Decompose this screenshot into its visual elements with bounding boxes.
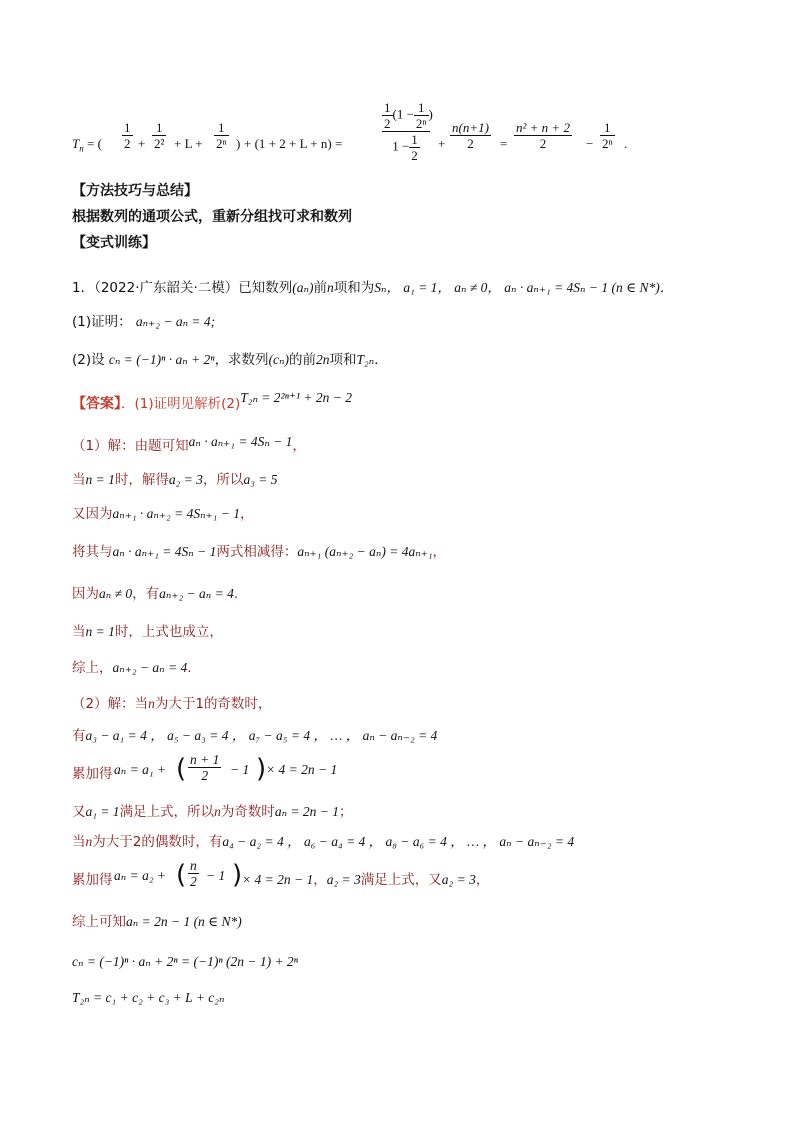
sol-l11-expr2: aₙ = 2n − 1 [274, 804, 340, 819]
sol-line-15 [72, 954, 734, 970]
sol-l5-b: ，有 [132, 586, 160, 602]
part2-expr: cₙ = (−1)ⁿ · aₙ + 2ⁿ [108, 352, 215, 367]
frac-nested-inner-2n [414, 100, 429, 131]
sol-l11-c: 为奇数时 [220, 804, 275, 820]
problem-n: n [327, 280, 334, 295]
sol-l2-a: 当 [72, 472, 86, 488]
formula-plus-2: + [438, 136, 446, 151]
sol-line-11 [72, 800, 734, 820]
sol-l6-a: 当 [72, 624, 86, 640]
heading-method: 【方法技巧与总结】 [72, 183, 198, 199]
sol-l12-expr: a₄ − a₂ = 4 ， a₆ − a₄ = 4 ， a₈ − a₆ = 4 ， … ， aₙ − aₙ₋₂ = 4 [222, 834, 575, 849]
sol-l13-expr2: a₂ = 3 [326, 872, 361, 887]
sol-l8-a: （2）解：当 [72, 696, 149, 712]
sol-l2-expr2: a₂ = 3 [168, 472, 203, 487]
sol-l2-expr3: a₃ = 5 [243, 472, 278, 487]
sol-l1-end: ， [292, 438, 306, 454]
sol-l12-b: 为大于 [92, 834, 133, 850]
sol-l11-end: ； [339, 804, 353, 820]
frac-result [514, 120, 572, 151]
sol-line-8 [72, 692, 734, 712]
frac-result-num: n² + n + 2 [516, 120, 570, 135]
part1-label: (1)证明： [72, 314, 132, 330]
sol-line-4 [72, 540, 734, 560]
sol-l4-a: 将其与 [72, 544, 113, 560]
sol-l7-end: . [187, 660, 192, 676]
sol-l5-end: . [233, 586, 239, 602]
sol-l12-two: 2 [132, 834, 142, 850]
sol-l11-a: 又 [72, 804, 86, 820]
sol-l11-n: n [214, 804, 221, 819]
part2-text: ，求数列 [214, 352, 269, 368]
sol-l1-expr: aₙ · aₙ₊₁ = 4Sₙ − 1 [188, 434, 293, 449]
formula-part1: = ( [86, 136, 102, 151]
frac-2n-num: 1 [214, 120, 229, 136]
sol-l13-end: ， [475, 872, 490, 888]
sol-l16-expr: T₂ₙ = c₁ + c₂ + c₃ + L + c₂ₙ [72, 990, 225, 1005]
sol-l13-a: 累加得 [72, 872, 113, 888]
sol-l5-expr: aₙ ≠ 0 [99, 586, 133, 601]
part2-cn: (cₙ) [268, 352, 290, 367]
sol-l2-expr: n = 1 [85, 472, 115, 487]
sol-line-3 [72, 502, 734, 522]
sol-l2-b: 时，解得 [114, 472, 169, 488]
frac-nested-den-half-den: 2 [411, 148, 418, 163]
problem-statement [72, 276, 734, 296]
frac-nested-inner-2n-den: 2ⁿ [415, 116, 427, 131]
sol-l14-a: 综上可知 [72, 914, 126, 930]
sol-l4-expr2: aₙ₊₁ (aₙ₊₂ − aₙ) = 4aₙ₊₁ [297, 544, 433, 559]
sol-l4-end: ， [432, 544, 447, 560]
sol-line-12 [72, 830, 734, 850]
sol-l10-a: 累加得 [72, 766, 113, 782]
sol-l13-b: ， [313, 872, 327, 888]
formula-lhs-sub: n [79, 143, 84, 154]
frac-nested-inner-half-num: 1 [384, 100, 391, 115]
sol-l8-c: 的奇数时， [203, 696, 272, 712]
sol-l10-expr-b: − 1 [230, 762, 250, 777]
sol-l1-label: （1）解：由题可知 [72, 438, 189, 454]
sol-l10-frac-num: n + 1 [190, 752, 220, 767]
method-text: 根据数列的通项公式，重新分组找可求和数列 [72, 209, 352, 225]
frac-half [122, 120, 133, 151]
part2-text2: 的前 [289, 352, 317, 368]
sol-line-13: 累加得 aₙ = a₂ + ( $\frac{n}{2}$ − 1 ) × 4 = 2n − 1，a₂ = 3满足上式，又a₂ = 3， [72, 858, 490, 890]
problem-part2 [72, 348, 734, 368]
frac-final-den: 2ⁿ [602, 136, 613, 151]
frac-nn1-num: n(n+1) [452, 120, 489, 135]
frac-half-den: 2 [124, 136, 131, 151]
sol-l11-b: 满足上式，所以 [119, 804, 215, 820]
sol-l3-expr: aₙ₊₁ · aₙ₊₂ = 4Sₙ₊₁ − 1 [112, 506, 240, 521]
sol-l13-expr-a: aₙ = a₂ + [114, 868, 167, 883]
sol-l10-frac [188, 752, 221, 783]
frac-final-num: 1 [600, 120, 615, 136]
sol-line-16 [72, 990, 734, 1006]
sol-l4-expr: aₙ · aₙ₊₁ = 4Sₙ − 1 [112, 544, 217, 559]
sol-line-2 [72, 468, 734, 488]
problem-stmt2: 前 [313, 280, 328, 296]
part2-label: (2)设 [72, 352, 105, 368]
answer-expr: T₂ₙ = 2²ⁿ⁺¹ + 2n − 2 [240, 390, 352, 405]
frac-final [600, 120, 615, 151]
sol-l13-expr3: a₂ = 3 [441, 872, 476, 887]
frac-nested-inner-half [382, 100, 393, 131]
frac-nested-den-half-num: 1 [411, 132, 418, 147]
sol-l12-c: 的偶数时，有 [141, 834, 223, 850]
sol-l2-c: ，所以 [202, 472, 244, 488]
formula-minus: − [586, 136, 594, 151]
formula-dot: . [624, 136, 628, 151]
sol-line-5 [72, 582, 734, 602]
sol-line-10: 累加得 aₙ = a₁ + ( $\frac{n + 1}{2}$ − 1 ) × 4 = 2n − 1 [72, 752, 338, 784]
sol-l5-expr2: aₙ₊₂ − aₙ = 4 [159, 586, 234, 601]
sol-line-9 [72, 724, 734, 744]
frac-nested: $\frac{1}{2}$ (1 − $\frac{1}{\text{2ⁿ}}$ ) 1 − $\frac{1}{2}$ [384, 100, 433, 163]
sol-l3-a: 又因为 [72, 506, 113, 522]
sol-l10-expr-a: aₙ = a₁ + [114, 762, 167, 777]
problem-stmt1: 已知数列 [238, 280, 293, 296]
formula-top: $T_n$ = ( $\frac{1}{2}$ + $\frac{1}{\text{2²}}$ + L + $\frac{1}{\text{2ⁿ}}$ ) + (1 + 2 + L + n) = $\frac{1}{2}$ (1 − $\frac{1}{\text{2ⁿ}}$ ) 1 − $\frac{1}{2}$ + $\frac{n(n+1)}{2}$ = $\frac{\text{n² + n + 2}}{2}$ − $\frac{1}{\text{2ⁿ}}$ . [72, 100, 628, 163]
sol-l10-frac-den: 2 [201, 768, 209, 783]
formula-part2: + (1 + 2 + L + n) = [244, 136, 343, 151]
problem-source: （2022·广东韶关·二模） [94, 280, 239, 296]
frac-nested-inner-2n-num: 1 [414, 100, 429, 116]
frac-nested-inner-half-den: 2 [384, 116, 391, 131]
problem-Sn: Sₙ [374, 280, 387, 295]
frac-nested-den-prefix: 1 − [392, 138, 410, 154]
sol-l13-frac [188, 858, 199, 889]
heading-variant: 【变式训练】 [72, 235, 156, 251]
sol-l8-b: 为大于 [154, 696, 196, 712]
sol-l6-b: 时，上式也成立， [114, 624, 223, 640]
part2-end: ． [374, 352, 388, 368]
part2-text3: 项和 [329, 352, 357, 368]
sol-l6-expr: n = 1 [85, 624, 115, 639]
formula-lhs: T [72, 136, 80, 151]
problem-an: (aₙ) [292, 280, 314, 295]
sol-l14-expr: aₙ = 2n − 1 (n ∈ N*) [126, 914, 242, 929]
problem-stmt4: ， a₁ = 1， aₙ ≠ 0， aₙ · aₙ₊₁ = 4Sₙ − 1 (n ∈ N*)． [386, 280, 674, 295]
part1-expr: aₙ₊₂ − aₙ = 4; [135, 314, 216, 329]
frac-nested-den-half [409, 132, 420, 163]
problem-number: 1． [72, 280, 95, 296]
frac-nested-paren: (1 − [392, 106, 414, 122]
frac-quarter-num: 1 [152, 120, 166, 136]
frac-quarter-den: 2² [154, 136, 165, 151]
problem-stmt3: 项和为 [333, 280, 375, 296]
sol-l8-n: n [148, 696, 155, 711]
frac-2n [214, 120, 229, 151]
frac-result-den: 2 [539, 136, 547, 151]
formula-close: ) [236, 136, 241, 151]
sol-l13-frac-num: n [190, 858, 197, 873]
sol-l13-expr-b: − 1 [206, 868, 226, 883]
frac-2n-den: 2ⁿ [216, 136, 227, 151]
frac-nn1 [450, 120, 491, 151]
sol-l12-n: n [85, 834, 93, 849]
formula-plus-1: + [138, 136, 146, 151]
answer-label: 【答案】 [72, 396, 121, 412]
frac-nn1-den: 2 [467, 136, 474, 151]
answer-line [72, 392, 734, 413]
sol-l9-expr: a₃ − a₁ = 4 ， a₅ − a₃ = 4 ， a₇ − a₅ = 4 ， … ， aₙ − aₙ₋₂ = 4 [85, 728, 438, 743]
sol-line-14 [72, 910, 734, 930]
sol-l10-expr-c: × 4 = 2n − 1 [266, 762, 338, 777]
sol-l8-one: 1 [195, 696, 204, 712]
answer-text: ．(1)证明见解析(2) [121, 396, 241, 412]
problem-part1 [72, 310, 734, 330]
sol-line-7 [72, 656, 734, 676]
frac-half-num: 1 [124, 120, 131, 135]
sol-l7-expr: aₙ₊₂ − aₙ = 4 [112, 660, 188, 675]
sol-l12-a: 当 [72, 834, 86, 850]
sol-l13-c: 满足上式，又 [360, 872, 442, 888]
frac-quarter [152, 120, 166, 151]
sol-l9-a: 有 [72, 728, 86, 744]
sol-l3-end: ， [239, 506, 254, 522]
sol-l13-frac-den: 2 [190, 874, 197, 889]
part2-T2n: T₂ₙ [356, 352, 375, 367]
sol-l7-a: 综上， [72, 660, 113, 676]
sol-line-1 [72, 434, 734, 454]
sol-l5-a: 因为 [72, 586, 99, 602]
sol-line-6 [72, 620, 734, 640]
sol-l4-b: 两式相减得： [216, 544, 298, 560]
part2-2n: 2n [316, 352, 330, 367]
sol-l11-expr: a₁ = 1 [85, 804, 120, 819]
formula-L-1: + L + [174, 136, 203, 151]
sol-l13-expr-c: × 4 = 2n − 1 [242, 872, 314, 887]
sol-l15-expr: cₙ = (−1)ⁿ · aₙ + 2ⁿ = (−1)ⁿ (2n − 1) + 2ⁿ [72, 954, 298, 969]
